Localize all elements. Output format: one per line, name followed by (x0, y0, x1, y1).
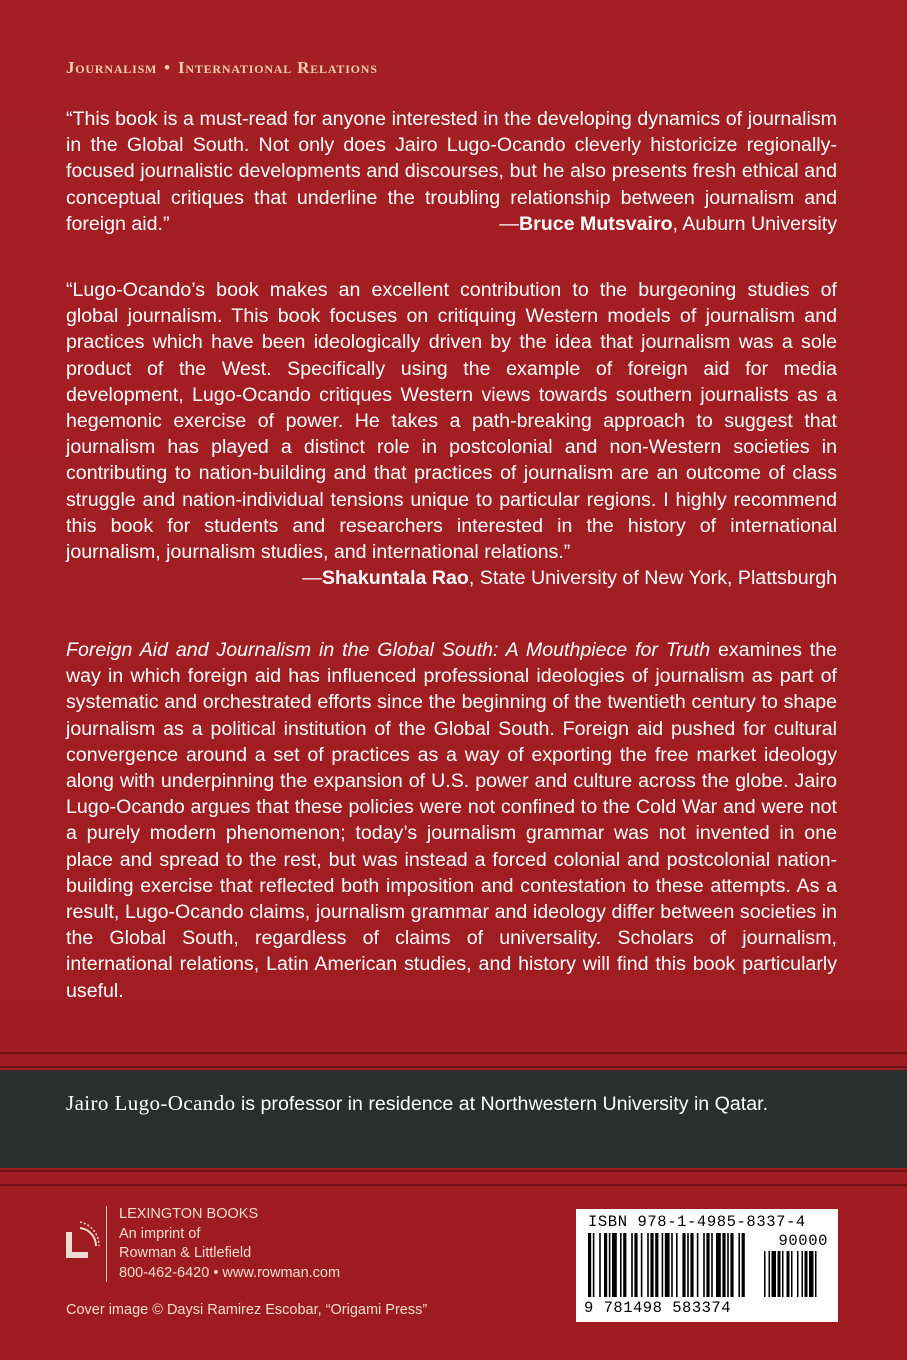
quote-1-author: Bruce Mutsvairo (519, 212, 673, 235)
quote-1-dash: — (499, 212, 520, 235)
endorsement-quote-1 (66, 106, 837, 237)
divider-bottom (0, 1170, 907, 1186)
category-journalism: Journalism (66, 58, 158, 77)
author-bio (66, 1090, 837, 1118)
author-bio-text: is professor in residence at Northwestern University in Qatar. (235, 1093, 769, 1115)
description-body: examines the way in which foreign aid has influenced professional ideologies of journalism as part of systematic and orchestrated efforts since the beginning of the twentieth century to shape journalism as a political institution of the Global South. Foreign aid pushed for cultural convergence around a set of practices as a way of exporting the free market ideology along with underpinning the expansion of U.S. power and culture across the globe. Jairo Lugo-Ocando argues that these policies were not confined to the Cold War and were not a purely modern phenomenon; today’s journalism grammar was not invented in one place and spread to the rest, but was instead a forced colonial and postcolonial nation-building exercise that reflected both imposition and contestation to these attempts. As a result, Lugo-Ocando claims, journalism grammar and ideology differ between societies in the Global South, regardless of claims of universality. Scholars of journalism, international relations, Latin American studies, and history will find this book particularly useful. (66, 639, 837, 1002)
price-code: 90000 (778, 1232, 828, 1250)
quote-1-text: “This book is a must-read for anyone interested in the developing dynamics of journalism in the Global South. Not only does Jairo Lugo-Ocando cleverly historicize regionally-focused journalistic developments and discourses, but he also presents fresh ethical and conceptual critiques that underline the troubling relationship between journalism and foreign aid.” (66, 108, 837, 235)
barcode-digits: 9 781498 583374 (584, 1299, 732, 1317)
quote-2-author: Shakuntala Rao (321, 567, 469, 590)
barcode-icon (586, 1233, 830, 1299)
publisher-info (119, 1205, 340, 1283)
quote-2-affiliation: , State University of New York, Plattsburgh (468, 567, 837, 590)
publisher-parent: Rowman & Littlefield (119, 1245, 252, 1261)
book-title: Foreign Aid and Journalism in the Global South: A Mouthpiece for Truth (66, 639, 711, 661)
barcode-panel (576, 1209, 838, 1322)
quote-1-attribution (499, 211, 837, 237)
publisher-imprint: An imprint of (119, 1225, 201, 1242)
cover-image-credit: Cover image © Daysi Ramirez Escobar, “Origami Press” (66, 1302, 428, 1318)
category-line (66, 58, 378, 78)
category-international-relations: International Relations (177, 58, 378, 77)
book-description (66, 637, 837, 1004)
quote-2-dash: — (302, 567, 322, 590)
author-bio-band (0, 1070, 907, 1168)
publisher-divider (106, 1206, 107, 1282)
endorsement-quote-2 (66, 277, 837, 591)
isbn-label: ISBN 978-1-4985-8337-4 (588, 1213, 806, 1231)
publisher-contact: 800-462-6420 • www.rowman.com (119, 1264, 341, 1281)
publisher-name: LEXINGTON BOOKS (119, 1206, 259, 1222)
quote-2-text: “Lugo-Ocando’s book makes an excellent contribution to the burgeoning studies of global journalism. This book focuses on critiquing Western models of journalism and practices which have been ideologically driven by the idea that journalism was a sole product of the West. Specifically using the example of foreign aid for media development, Lugo-Ocando critiques Western views towards southern journalists as a hegemonic exercise of power. He takes a path-breaking approach to suggest that journalism has played a distinct role in postcolonial and non-Western societies in contributing to nation-building and that practices of journalism are an outcome of class struggle and nation-individual tensions unique to particular regions. I highly recommend this book for students and researchers interested in the history of international journalism, journalism studies, and international relations.” (66, 279, 837, 564)
lexington-logo-icon (62, 1218, 100, 1274)
quote-1-affiliation: , Auburn University (672, 212, 837, 235)
author-name: Jairo Lugo-Ocando (66, 1091, 236, 1115)
divider-top (0, 1052, 907, 1068)
quote-2-attribution (66, 565, 837, 591)
category-separator: • (164, 58, 171, 77)
